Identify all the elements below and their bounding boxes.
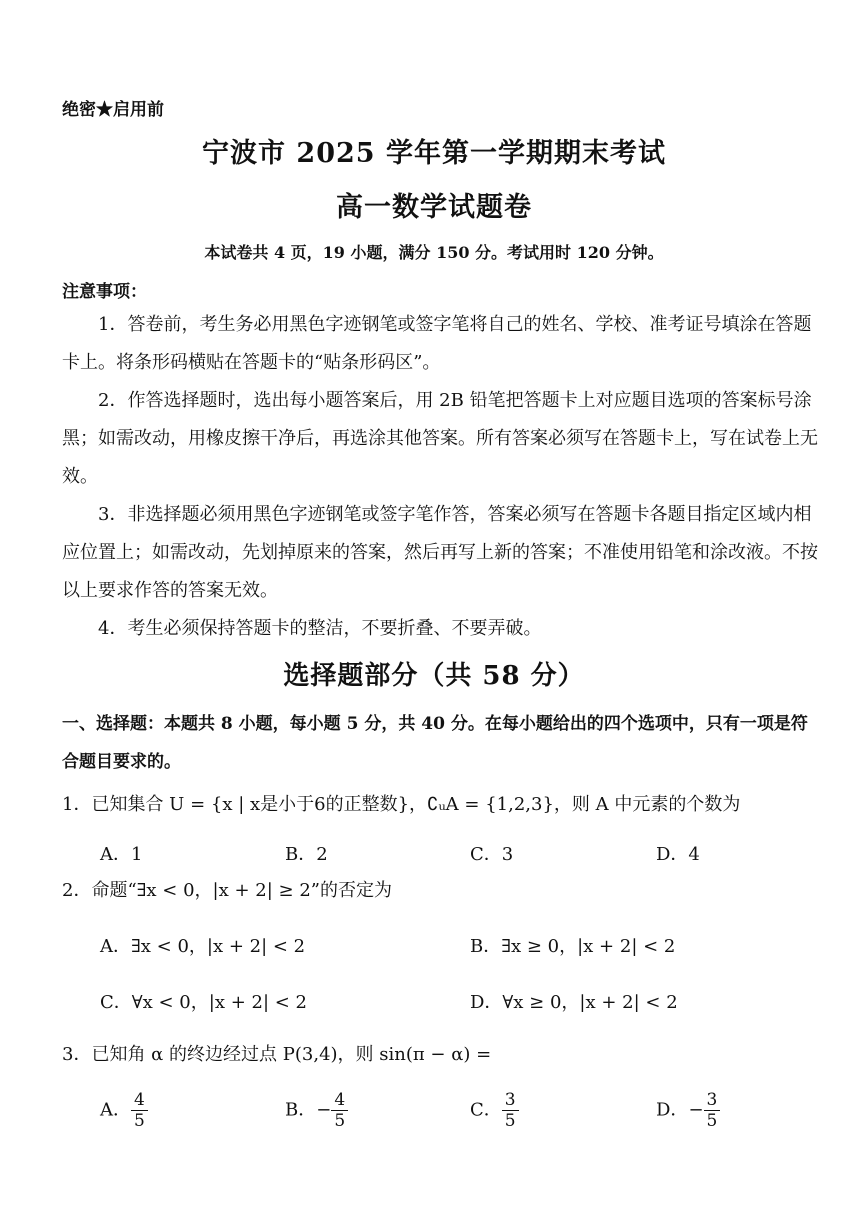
question-2-option-c: C．∀x < 0，|x + 2| < 2 [100, 992, 307, 1013]
question-1-stem: 1．已知集合 U = {x | x是小于6的正整数}，∁ᵤA = {1,2,3}，则 A 中元素的个数为 [62, 794, 741, 815]
exam-title: 宁波市 2025 学年第一学期期末考试 [202, 138, 666, 169]
question-1-option-d: D．4 [656, 844, 700, 865]
section-title: 选择题部分（共 58 分） [283, 661, 585, 691]
question-2-stem: 2．命题“∃x < 0，|x + 2| ≥ 2”的否定为 [62, 880, 392, 901]
part-one-instructions: 一、选择题：本题共 8 小题，每小题 5 分，共 40 分。在每小题给出的四个选项中，只有一项是符合题目要求的。 [62, 714, 808, 772]
question-3-option-c: C． $\frac{3}{5}$ [470, 1090, 519, 1131]
note-item-2: 2．作答选择题时，选出每小题答案后，用 2B 铅笔把答题卡上对应题目选项的答案标号涂黑；如需改动，用橡皮擦干净后，再选涂其他答案。所有答案必须写在答题卡上，写在试卷上无效。 [62, 390, 818, 487]
confidential-label: 绝密★启用前 [62, 100, 164, 120]
notes-heading: 注意事项： [62, 282, 147, 302]
note-item-4: 4．考生必须保持答题卡的整洁，不要折叠、不要弄破。 [98, 618, 542, 639]
question-3-option-d: D．− $\frac{3}{5}$ [656, 1090, 720, 1131]
note-item-3: 3．非选择题必须用黑色字迹钢笔或签字笔作答，答案必须写在答题卡各题目指定区域内相应位置上；如需改动，先划掉原来的答案，然后再写上新的答案；不准使用铅笔和涂改液。不按以上要求作答的答案无效。 [62, 504, 818, 601]
note-item-1: 1．答卷前，考生务必用黑色字迹钢笔或签字笔将自己的姓名、学校、准考证号填涂在答题卡上。将条形码横贴在答题卡的“贴条形码区”。 [62, 314, 812, 373]
question-3-stem: 3．已知角 α 的终边经过点 P(3,4)，则 sin(π − α) = [62, 1044, 492, 1065]
question-2-option-d: D．∀x ≥ 0，|x + 2| < 2 [470, 992, 678, 1013]
question-2-option-a: A．∃x < 0，|x + 2| < 2 [100, 936, 306, 957]
question-2-option-b: B．∃x ≥ 0，|x + 2| < 2 [470, 936, 676, 957]
exam-subtitle: 高一数学试题卷 [336, 192, 532, 223]
question-1-option-b: B．2 [285, 844, 328, 865]
question-1-option-a: A．1 [100, 844, 143, 865]
question-3-option-b: B．− $\frac{4}{5}$ [285, 1090, 348, 1131]
exam-info: 本试卷共 4 页，19 小题，满分 150 分。考试用时 120 分钟。 [204, 243, 664, 262]
question-3-option-a: A． $\frac{4}{5}$ [100, 1090, 148, 1131]
question-1-option-c: C．3 [470, 844, 514, 865]
